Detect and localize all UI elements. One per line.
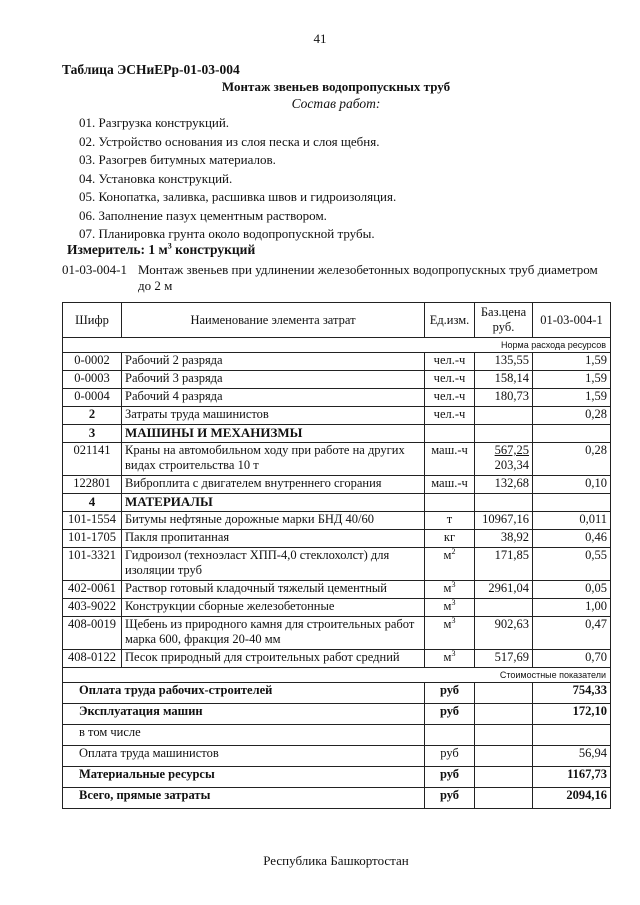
row-code: 021141 <box>63 443 122 476</box>
cost-label: Всего, прямые затраты <box>63 788 425 809</box>
row-value: 1,59 <box>533 371 611 389</box>
row-name: Раствор готовый кладочный тяжелый цементный <box>122 581 425 599</box>
row-name: Щебень из природного камня для строительных работ марка 600, фракция 20-40 мм <box>122 617 425 650</box>
row-price: 517,69 <box>475 650 533 668</box>
norm-description: Монтаж звеньев при удлинении железобетонных водопропускных труб диаметром до 2 м <box>138 262 598 293</box>
row-value: 0,47 <box>533 617 611 650</box>
row-code: 408-0019 <box>63 617 122 650</box>
row-unit: чел.-ч <box>425 371 475 389</box>
cost-row <box>63 767 611 788</box>
empty-cell <box>475 788 533 809</box>
header-name: Наименование элемента затрат <box>122 303 425 338</box>
work-item: 07. Планировка грунта около водопропускной трубы. <box>79 226 375 241</box>
cost-unit: руб <box>425 767 475 788</box>
row-name: Пакля пропитанная <box>122 530 425 548</box>
resource-table <box>62 302 611 809</box>
norm-subheader-row <box>63 338 611 353</box>
section-code: 4 <box>63 494 122 512</box>
row-value: 0,10 <box>533 476 611 494</box>
row-code: 101-3321 <box>63 548 122 581</box>
cost-value: 754,33 <box>533 683 611 704</box>
cost-label: Эксплуатация машин <box>63 704 425 725</box>
row-unit: $м^3$ <box>425 599 475 617</box>
row-value: 0,28 <box>533 443 611 476</box>
table-id: Таблица ЭСНиЕРр-01-03-004 <box>62 62 240 77</box>
row-name: Битумы нефтяные дорожные марки БНД 40/60 <box>122 512 425 530</box>
section-title: МАТЕРИАЛЫ <box>122 494 425 512</box>
cost-label: Материальные ресурсы <box>63 767 425 788</box>
empty-cell <box>475 746 533 767</box>
header-code: Шифр <box>63 303 122 338</box>
norm-code: 01-03-004-1 <box>62 262 127 277</box>
row-price <box>475 599 533 617</box>
row-name: Конструкции сборные железобетонные <box>122 599 425 617</box>
row-price: 902,63 <box>475 617 533 650</box>
row-value: 0,55 <box>533 548 611 581</box>
cost-label: Оплата труда машинистов <box>63 746 425 767</box>
empty-cell <box>475 704 533 725</box>
measurement-unit: Измеритель: 1 $м^3$ конструкций <box>67 241 256 257</box>
norm-subheader: Норма расхода ресурсов <box>63 338 611 353</box>
empty-cell <box>475 683 533 704</box>
row-price: 171,85 <box>475 548 533 581</box>
row-unit: $м^3$ <box>425 617 475 650</box>
empty-cell <box>425 494 475 512</box>
row-code: 0-0004 <box>63 389 122 407</box>
section-heading: Монтаж звеньев водопропускных труб <box>221 79 451 94</box>
work-item: 01. Разгрузка конструкций. <box>79 115 230 130</box>
header-price: Баз.цена руб. <box>475 303 533 338</box>
row-name: Песок природный для строительных работ средний <box>122 650 425 668</box>
cost-value: 1167,73 <box>533 767 611 788</box>
work-list <box>79 114 396 244</box>
cost-subheader: Стоимостные показатели <box>63 668 611 683</box>
work-item: 05. Конопатка, заливка, расшивка швов и гидроизоляция. <box>79 189 397 204</box>
row-name: Рабочий 3 разряда <box>122 371 425 389</box>
row-code: 0-0002 <box>63 353 122 371</box>
cost-unit: руб <box>425 683 475 704</box>
row-name: Затраты труда машинистов <box>122 407 425 425</box>
row-name: Краны на автомобильном ходу при работе на других видах строительства 10 т <box>122 443 425 476</box>
page-footer: Республика Башкортостан <box>263 853 409 868</box>
row-price-secondary: 203,34 <box>494 458 529 472</box>
section-title: МАШИНЫ И МЕХАНИЗМЫ <box>122 425 425 443</box>
cost-unit: руб <box>425 788 475 809</box>
row-value: 1,59 <box>533 353 611 371</box>
row-price <box>475 407 533 425</box>
row-name: Гидроизол (техноэласт ХПП-4,0 стеклохолст) для изоляции труб <box>122 548 425 581</box>
row-unit: чел.-ч <box>425 389 475 407</box>
work-composition-title: Состав работ: <box>291 96 381 111</box>
row-unit: т <box>425 512 475 530</box>
row-unit: $м^3$ <box>425 581 475 599</box>
row-price: 135,55 <box>475 353 533 371</box>
row-unit: маш.-ч <box>425 443 475 476</box>
cost-subheader-row <box>63 668 611 683</box>
row-value: 0,011 <box>533 512 611 530</box>
row-price-main: 567,25 <box>494 443 529 457</box>
cost-row <box>63 704 611 725</box>
row-code: 402-0061 <box>63 581 122 599</box>
cost-unit: руб <box>425 704 475 725</box>
work-item: 03. Разогрев битумных материалов. <box>79 152 276 167</box>
table-row <box>63 548 611 581</box>
row-value: 0,46 <box>533 530 611 548</box>
cost-row <box>63 683 611 704</box>
row-code: 403-9022 <box>63 599 122 617</box>
row-code: 0-0003 <box>63 371 122 389</box>
table-row <box>63 581 611 599</box>
empty-cell <box>475 725 533 746</box>
row-value: 0,28 <box>533 407 611 425</box>
row-price <box>475 443 533 476</box>
row-price: 132,68 <box>475 476 533 494</box>
cost-unit <box>425 725 475 746</box>
row-code: 408-0122 <box>63 650 122 668</box>
table-header-row <box>63 303 611 338</box>
row-value: 0,05 <box>533 581 611 599</box>
header-norm: 01-03-004-1 <box>533 303 611 338</box>
row-unit: $м^3$ <box>425 650 475 668</box>
row-code: 101-1554 <box>63 512 122 530</box>
row-unit: маш.-ч <box>425 476 475 494</box>
cost-value <box>533 725 611 746</box>
empty-cell <box>533 425 611 443</box>
row-code: 2 <box>63 407 122 425</box>
cost-label: в том числе <box>63 725 425 746</box>
work-item: 04. Установка конструкций. <box>79 170 233 186</box>
row-value: 0,70 <box>533 650 611 668</box>
row-unit: кг <box>425 530 475 548</box>
cost-value: 56,94 <box>533 746 611 767</box>
row-code: 122801 <box>63 476 122 494</box>
table-row <box>63 512 611 530</box>
cost-row <box>63 725 611 746</box>
header-unit: Ед.изм. <box>425 303 475 338</box>
section-row <box>63 494 611 512</box>
section-code: 3 <box>63 425 122 443</box>
row-price: 2961,04 <box>475 581 533 599</box>
row-price: 10967,16 <box>475 512 533 530</box>
table-row <box>63 353 611 371</box>
cost-unit: руб <box>425 746 475 767</box>
cost-label: Оплата труда рабочих-строителей <box>63 683 425 704</box>
row-price: 158,14 <box>475 371 533 389</box>
cost-value: 172,10 <box>533 704 611 725</box>
cost-value: 2094,16 <box>533 788 611 809</box>
empty-cell <box>425 425 475 443</box>
table-row <box>63 599 611 617</box>
table-row <box>63 476 611 494</box>
table-row <box>63 650 611 668</box>
row-name: Рабочий 2 разряда <box>122 353 425 371</box>
work-item: 06. Заполнение пазух цементным раствором. <box>79 207 327 223</box>
table-row <box>63 407 611 425</box>
row-unit: $м^2$ <box>425 548 475 581</box>
row-price: 38,92 <box>475 530 533 548</box>
row-value: 1,00 <box>533 599 611 617</box>
empty-cell <box>533 494 611 512</box>
row-value: 1,59 <box>533 389 611 407</box>
section-row <box>63 425 611 443</box>
row-code: 101-1705 <box>63 530 122 548</box>
row-unit: чел.-ч <box>425 353 475 371</box>
empty-cell <box>475 767 533 788</box>
cost-row <box>63 746 611 767</box>
row-name: Рабочий 4 разряда <box>122 389 425 407</box>
table-row <box>63 617 611 650</box>
row-name: Виброплита с двигателем внутреннего сгорания <box>122 476 425 494</box>
row-price: 180,73 <box>475 389 533 407</box>
table-row <box>63 530 611 548</box>
table-row <box>63 389 611 407</box>
page-number: 41 <box>313 31 327 46</box>
empty-cell <box>475 425 533 443</box>
empty-cell <box>475 494 533 512</box>
cost-row <box>63 788 611 809</box>
work-item: 02. Устройство основания из слоя песка и слоя щебня. <box>79 133 380 149</box>
table-row <box>63 371 611 389</box>
table-row <box>63 443 611 476</box>
row-unit: чел.-ч <box>425 407 475 425</box>
